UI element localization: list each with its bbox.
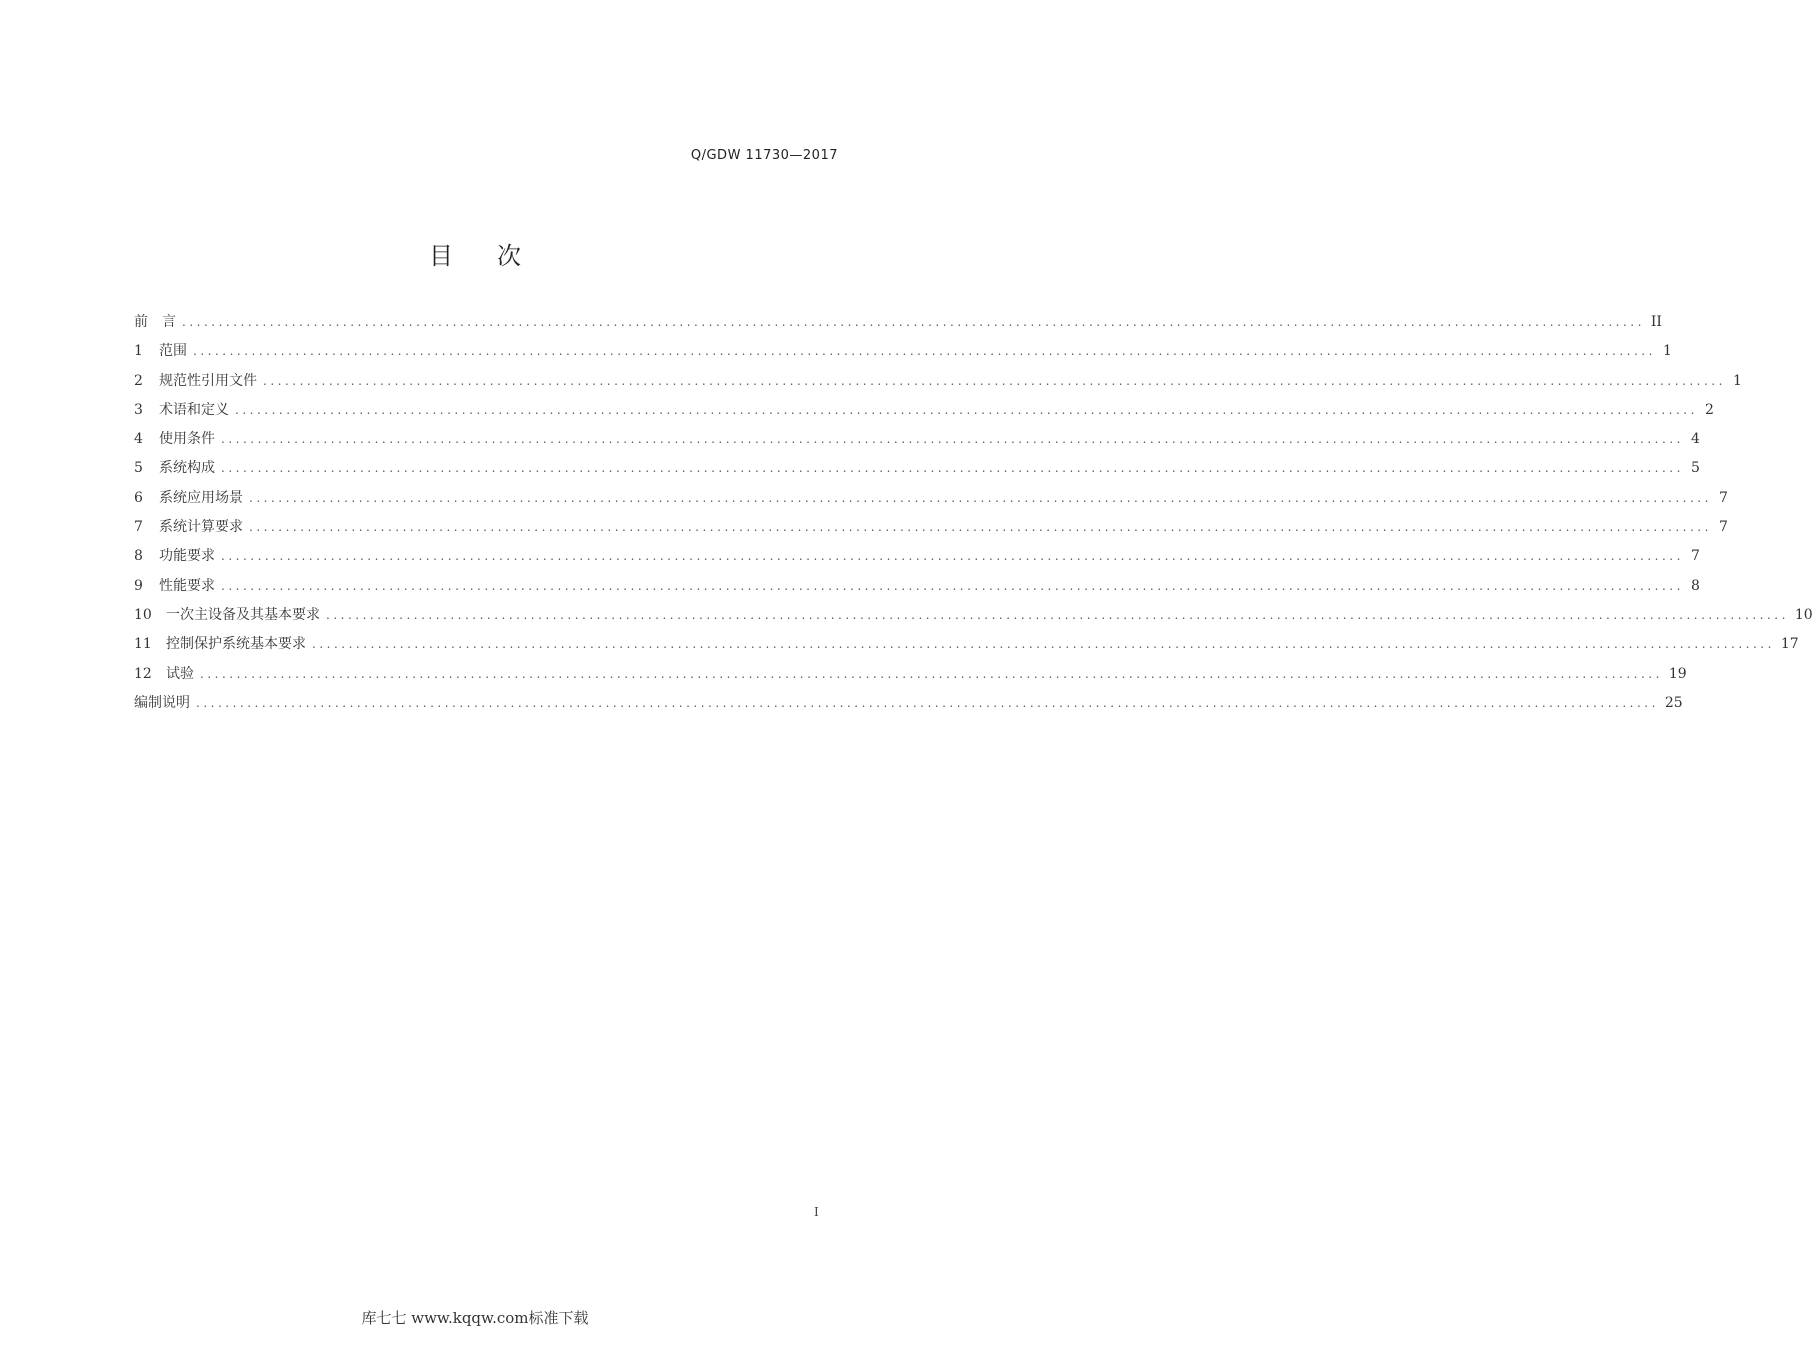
toc-entry-number: 4 [134, 431, 143, 448]
toc-entry[interactable] [134, 689, 1683, 718]
toc-entry-label: 使用条件 [159, 431, 215, 448]
toc-entry-label: 系统应用场景 [159, 489, 243, 506]
toc-entry-page: II [1650, 314, 1662, 330]
toc-dot-leader: ........................................................................................................................................................................................................ [200, 666, 1663, 681]
toc-dot-leader: ........................................................................................................................................................................................................ [263, 373, 1726, 388]
toc-entry-page: 4 [1690, 431, 1700, 448]
toc-entry-number: 3 [134, 401, 143, 418]
toc-entry[interactable] [134, 484, 1728, 513]
standard-code: Q/GDW 11730—2017 [690, 148, 838, 163]
toc-entry-label: 试验 [166, 665, 194, 682]
toc-entry-number: 10 [134, 606, 152, 623]
toc-dot-leader: ........................................................................................................................................................................................................ [221, 461, 1684, 476]
toc-entry-number: 9 [134, 577, 143, 594]
toc-entry-label: 前 言 [134, 314, 176, 330]
toc-dot-leader: ........................................................................................................................................................................................................ [249, 490, 1712, 505]
toc-entry-page: 17 [1780, 636, 1799, 653]
toc-dot-leader: ........................................................................................................................................................................................................ [196, 695, 1659, 710]
toc-entry-label: 系统计算要求 [159, 519, 243, 536]
toc-entry-label: 范围 [159, 343, 187, 360]
toc-entry-label: 一次主设备及其基本要求 [166, 606, 320, 623]
toc-dot-leader: ........................................................................................................................................................................................................ [249, 520, 1712, 535]
toc-dot-leader: ........................................................................................................................................................................................................ [182, 315, 1645, 329]
toc-entry[interactable] [134, 630, 1799, 659]
toc-entry-label: 控制保护系统基本要求 [166, 636, 306, 653]
toc-entry-page: 2 [1704, 401, 1714, 418]
toc-entry-number: 8 [134, 548, 143, 565]
toc-entry[interactable] [134, 542, 1700, 571]
toc-entry-page: 7 [1718, 519, 1728, 536]
toc-entry-number: 12 [134, 665, 152, 682]
toc-entry-page: 5 [1690, 460, 1700, 477]
toc-entry[interactable] [134, 572, 1700, 601]
toc-entry[interactable] [134, 513, 1728, 542]
toc-dot-leader: ........................................................................................................................................................................................................ [235, 402, 1698, 417]
toc-entry-page: 25 [1664, 694, 1683, 711]
toc-entry[interactable] [134, 337, 1672, 366]
toc-entry-number: 7 [134, 519, 143, 536]
toc-entry[interactable] [134, 308, 1662, 337]
toc-entry-label: 编制说明 [134, 694, 190, 711]
toc-entry-page: 19 [1668, 665, 1687, 682]
page-number: I [814, 1205, 819, 1219]
toc-entry-number: 11 [134, 636, 152, 653]
toc-entry-number: 1 [134, 343, 143, 360]
toc-title: 目次 [429, 242, 565, 270]
toc-entry-label: 系统构成 [159, 460, 215, 477]
toc-entry[interactable] [134, 454, 1700, 483]
toc-entry-label: 术语和定义 [159, 401, 229, 418]
toc-entry-number: 2 [134, 372, 143, 389]
toc-entry-page: 7 [1718, 489, 1728, 506]
table-of-contents [134, 308, 1813, 718]
toc-entry[interactable] [134, 367, 1742, 396]
toc-entry-label: 规范性引用文件 [159, 372, 257, 389]
toc-entry[interactable] [134, 601, 1813, 630]
toc-entry-number: 5 [134, 460, 143, 477]
toc-dot-leader: ........................................................................................................................................................................................................ [221, 432, 1684, 447]
toc-dot-leader: ........................................................................................................................................................................................................ [193, 344, 1656, 359]
toc-entry-page: 1 [1732, 372, 1742, 389]
toc-dot-leader: ........................................................................................................................................................................................................ [221, 578, 1684, 593]
toc-entry[interactable] [134, 660, 1687, 689]
toc-entry-page: 7 [1690, 548, 1700, 565]
source-watermark: 库七七 www.kqqw.com标准下载 [361, 1309, 589, 1327]
toc-entry-page: 8 [1690, 577, 1700, 594]
toc-entry-label: 性能要求 [159, 577, 215, 594]
toc-dot-leader: ........................................................................................................................................................................................................ [221, 549, 1684, 564]
toc-entry[interactable] [134, 396, 1714, 425]
toc-entry-label: 功能要求 [159, 548, 215, 565]
toc-dot-leader: ........................................................................................................................................................................................................ [326, 607, 1789, 622]
toc-entry-page: 10 [1794, 606, 1813, 623]
toc-entry-number: 6 [134, 489, 143, 506]
toc-entry-page: 1 [1662, 343, 1672, 360]
toc-entry[interactable] [134, 425, 1700, 454]
toc-dot-leader: ........................................................................................................................................................................................................ [312, 637, 1775, 652]
